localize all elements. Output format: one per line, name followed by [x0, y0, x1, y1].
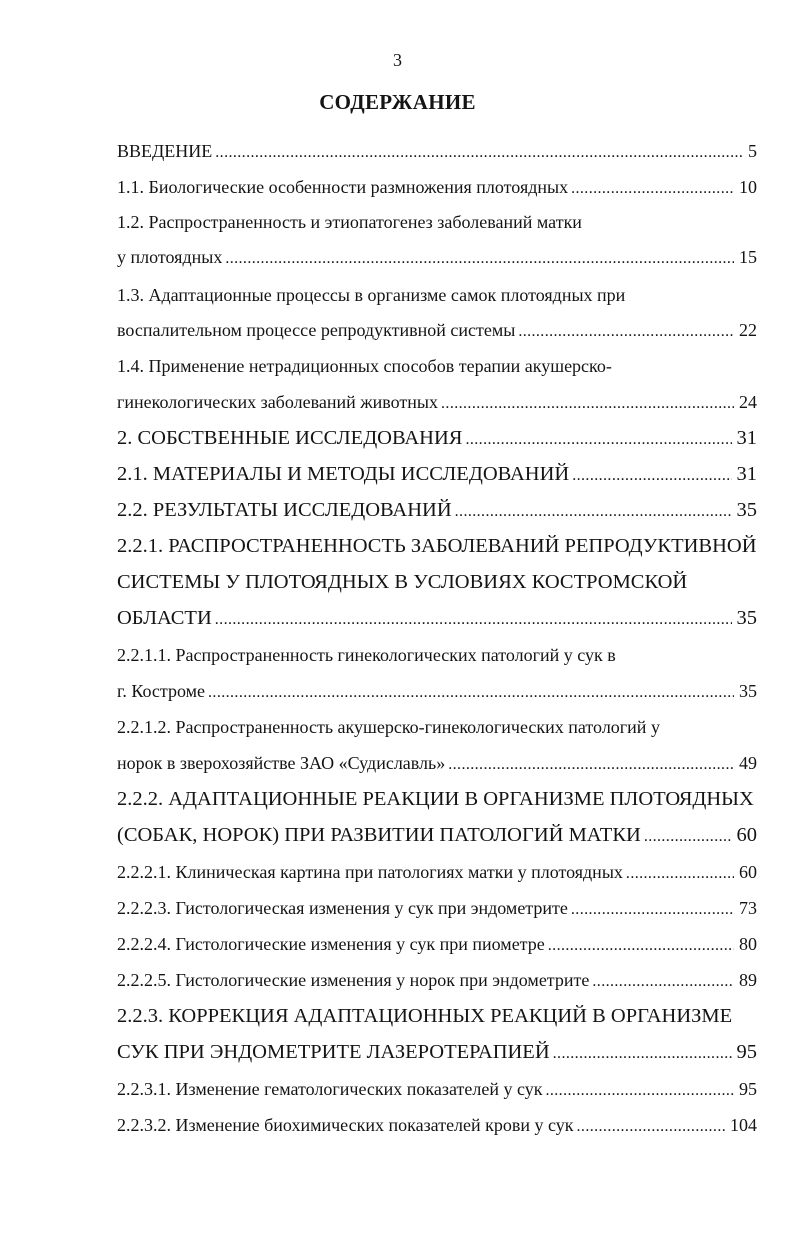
toc-entry-text: 1.3. Адаптационные процессы в организме самок плотоядных при: [117, 285, 626, 305]
toc-entry-text: норок в зверохозяйстве ЗАО «Судиславль»: [117, 753, 446, 773]
toc-entry[interactable]: [117, 462, 757, 488]
toc-page-number: 95: [739, 1079, 757, 1099]
toc-entry-text: г. Костроме: [117, 681, 206, 701]
toc-entry-text: гинекологических заболеваний животных: [117, 392, 439, 412]
toc-entry-text: ВВЕДЕНИЕ: [117, 141, 213, 161]
toc-entry-text: СИСТЕМЫ У ПЛОТОЯДНЫХ В УСЛОВИЯХ КОСТРОМСКОЙ: [117, 571, 688, 593]
toc-entry[interactable]: [117, 787, 754, 811]
toc-entry[interactable]: [117, 896, 757, 922]
toc-page-number: 15: [739, 247, 757, 267]
toc-entry-text: (СОБАК, НОРОК) ПРИ РАЗВИТИИ ПАТОЛОГИЙ МАТКИ: [117, 824, 641, 846]
leader-dots: [215, 141, 743, 165]
toc-entry-text: 1.2. Распространенность и этиопатогенез заболеваний матки: [117, 212, 582, 232]
leader-dots: [626, 862, 734, 886]
toc-entry-text: у плотоядных: [117, 247, 223, 267]
leader-dots: [465, 428, 731, 452]
toc-entry-text: 2.2.1. РАСПРОСТРАНЕННОСТЬ ЗАБОЛЕВАНИЙ РЕПРОДУКТИВНОЙ: [117, 535, 757, 557]
toc-entry-text: ОБЛАСТИ: [117, 607, 212, 629]
toc-page-number: 35: [736, 499, 757, 521]
toc-page-number: 35: [736, 607, 757, 629]
toc-entry-text: 1.4. Применение нетрадиционных способов терапии акушерско-: [117, 356, 612, 376]
toc-entry-text: СУК ПРИ ЭНДОМЕТРИТЕ ЛАЗЕРОТЕРАПИЕЙ: [117, 1041, 550, 1063]
toc-page-number: 31: [736, 427, 757, 449]
toc-entry[interactable]: [117, 1004, 732, 1028]
toc-entry[interactable]: [117, 679, 757, 705]
toc-entry-text: 2.2. РЕЗУЛЬТАТЫ ИССЛЕДОВАНИЙ: [117, 499, 452, 521]
leader-dots: [571, 898, 734, 922]
toc-entry-text: 1.1. Биологические особенности размножения плотоядных: [117, 177, 569, 197]
toc-entry-text: 2. СОБСТВЕННЫЕ ИССЛЕДОВАНИЯ: [117, 427, 463, 449]
toc-page-number: 5: [748, 141, 757, 161]
toc-page-number: 22: [739, 320, 757, 340]
toc-entry[interactable]: [117, 823, 757, 849]
toc-page-number: 104: [730, 1115, 757, 1135]
toc-page-number: 95: [736, 1041, 757, 1063]
toc-entry[interactable]: [117, 968, 757, 994]
toc-entry[interactable]: [117, 606, 757, 632]
toc-entry-text: 2.2.3.2. Изменение биохимических показателей крови у сук: [117, 1115, 574, 1135]
toc-page-number: 73: [739, 898, 757, 918]
toc-page-number: 60: [739, 862, 757, 882]
toc-entry[interactable]: [117, 283, 625, 307]
toc-entry[interactable]: [117, 643, 616, 667]
toc-page-number: 80: [739, 934, 757, 954]
leader-dots: [215, 608, 732, 632]
toc-entry[interactable]: [117, 860, 757, 886]
toc-page-number: 10: [739, 177, 757, 197]
leader-dots: [577, 1115, 725, 1139]
toc-entry[interactable]: [117, 715, 660, 739]
toc-entry[interactable]: [117, 932, 757, 958]
toc-entry[interactable]: [117, 751, 757, 777]
toc-entry-text: 2.2.3. КОРРЕКЦИЯ АДАПТАЦИОННЫХ РЕАКЦИЙ В ОРГАНИЗМЕ: [117, 1005, 733, 1027]
toc-entry[interactable]: [117, 139, 757, 165]
leader-dots: [455, 500, 732, 524]
toc-entry[interactable]: [117, 390, 757, 416]
toc-page-number: 35: [739, 681, 757, 701]
toc-entry-text: 2.2.1.2. Распространенность акушерско-гинекологических патологий у: [117, 717, 660, 737]
toc-entry[interactable]: [117, 534, 757, 558]
toc-page-number: 60: [736, 824, 757, 846]
toc-entry-text: воспалительном процессе репродуктивной системы: [117, 320, 516, 340]
toc-entry[interactable]: [117, 210, 582, 234]
toc-entry[interactable]: [117, 1040, 757, 1066]
leader-dots: [592, 970, 734, 994]
toc-entry[interactable]: [117, 570, 687, 594]
toc-entry-text: 2.2.2.3. Гистологическая изменения у сук при эндометрите: [117, 898, 568, 918]
leader-dots: [441, 392, 734, 416]
leader-dots: [571, 177, 734, 201]
leader-dots: [208, 681, 734, 705]
leader-dots: [518, 320, 734, 344]
page-title: СОДЕРЖАНИЕ: [319, 90, 476, 114]
toc-entry[interactable]: [117, 498, 757, 524]
leader-dots: [545, 1079, 734, 1103]
toc-entry[interactable]: [117, 1113, 757, 1139]
toc-entry[interactable]: [117, 354, 612, 378]
toc-entry-text: 2.2.2. АДАПТАЦИОННЫЕ РЕАКЦИИ В ОРГАНИЗМЕ ПЛОТОЯДНЫХ: [117, 788, 754, 810]
toc-entry-text: 2.2.3.1. Изменение гематологических показателей у сук: [117, 1079, 543, 1099]
toc-entry-text: 2.2.2.4. Гистологические изменения у сук при пиометре: [117, 934, 545, 954]
toc-entry-text: 2.2.1.1. Распространенность гинекологических патологий у сук в: [117, 645, 616, 665]
toc-page-number: 89: [739, 970, 757, 990]
leader-dots: [548, 934, 734, 958]
page-number: 3: [393, 50, 402, 70]
leader-dots: [644, 825, 732, 849]
toc-entry-text: 2.1. МАТЕРИАЛЫ И МЕТОДЫ ИССЛЕДОВАНИЙ: [117, 463, 570, 485]
toc-entry-text: 2.2.2.5. Гистологические изменения у норок при эндометрите: [117, 970, 590, 990]
toc-entry[interactable]: [117, 245, 757, 271]
toc-page-number: 24: [739, 392, 757, 412]
leader-dots: [448, 753, 734, 777]
leader-dots: [572, 464, 731, 488]
toc-entry-text: 2.2.2.1. Клиническая картина при патологиях матки у плотоядных: [117, 862, 623, 882]
toc-entry[interactable]: [117, 175, 757, 201]
toc-entry[interactable]: [117, 426, 757, 452]
toc-page-number: 49: [739, 753, 757, 773]
leader-dots: [553, 1042, 732, 1066]
toc-entry[interactable]: [117, 318, 757, 344]
leader-dots: [225, 247, 734, 271]
toc-page-number: 31: [736, 463, 757, 485]
toc-entry[interactable]: [117, 1077, 757, 1103]
